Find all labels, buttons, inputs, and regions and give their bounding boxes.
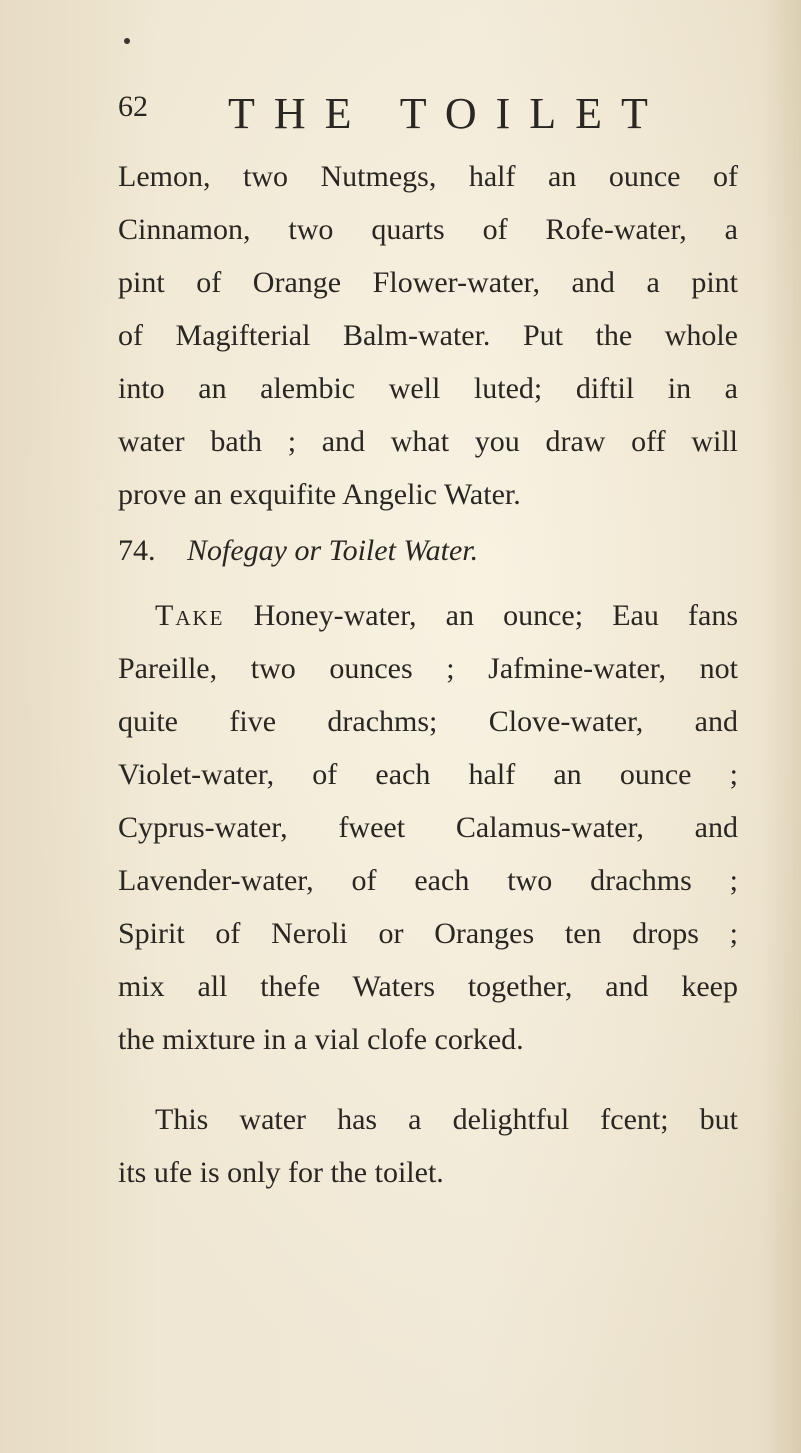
text-line: This water has a delightful fcent; but [155, 1103, 738, 1136]
recipe-heading [118, 534, 478, 568]
recipe-first-line [155, 598, 738, 634]
running-title: THE TOILET [228, 89, 667, 138]
text-line: Lemon, two Nutmegs, half an ounce of [118, 160, 738, 193]
text-line: Violet-water, of each half an ounce ; [118, 758, 738, 791]
page-number: 62 [118, 90, 148, 123]
ink-speck [124, 38, 130, 44]
text-line: mix all thefe Waters together, and keep [118, 970, 738, 1003]
recipe-title: Nofegay or Toilet Water. [187, 534, 479, 567]
text-line: Pareille, two ounces ; Jafmine-water, not [118, 652, 738, 685]
text-line: Cyprus-water, fweet Calamus-water, and [118, 811, 738, 844]
text-line: quite five drachms; Clove-water, and [118, 705, 738, 738]
text-line: pint of Orange Flower-water, and a pint [118, 266, 738, 299]
text-line: its ufe is only for the toilet. [118, 1156, 444, 1189]
text-line: Lavender-water, of each two drachms ; [118, 864, 738, 897]
text-line: Spirit of Neroli or Oranges ten drops ; [118, 917, 738, 950]
running-header [118, 88, 758, 136]
text-line: water bath ; and what you draw off will [118, 425, 738, 458]
lead-word: Take [155, 599, 225, 632]
text-fragment: Honey-water, an ounce; Eau fans [224, 599, 738, 632]
text-line: prove an exquifite Angelic Water. [118, 478, 521, 511]
text-line: into an alembic well luted; diftil in a [118, 372, 738, 405]
recipe-number: 74. [118, 534, 156, 567]
text-line: of Magifterial Balm-water. Put the whole [118, 319, 738, 352]
text-line: Cinnamon, two quarts of Rofe-water, a [118, 213, 738, 246]
text-line: the mixture in a vial clofe corked. [118, 1023, 524, 1056]
